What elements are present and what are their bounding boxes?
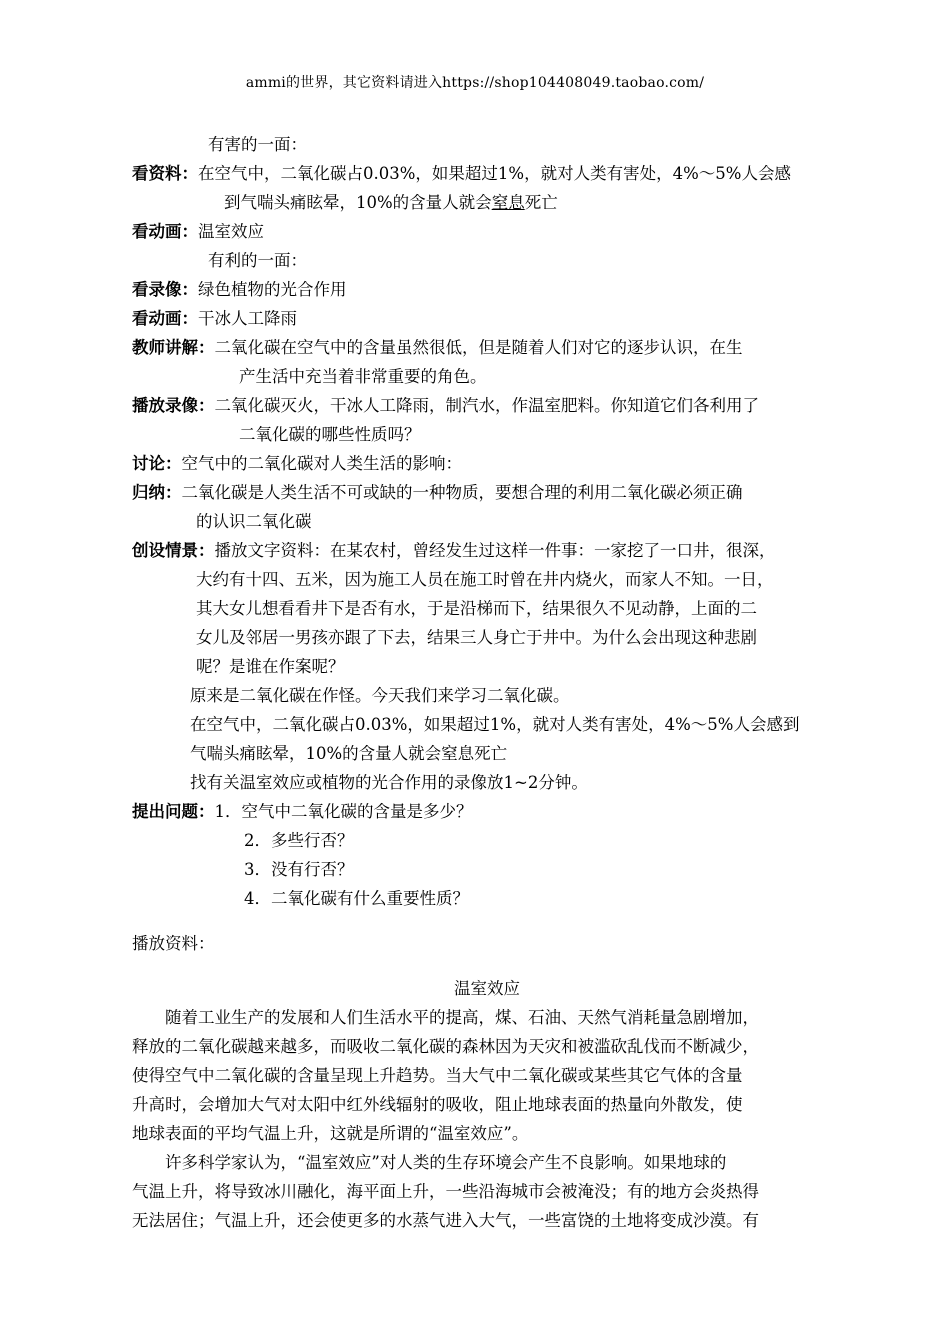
text-line bbox=[132, 449, 842, 478]
text-line: 二氧化碳的哪些性质吗？ bbox=[239, 425, 421, 444]
line-label: 看动画： bbox=[132, 309, 198, 328]
line-text: 温室效应 bbox=[198, 222, 264, 241]
paragraph-line: 无法居住；气温上升，还会使更多的水蒸气进入大气，一些富饶的土地将变成沙漠。有 bbox=[132, 1211, 759, 1230]
line-text: 二氧化碳灭火，干冰人工降雨，制汽水，作温室肥料。你知道它们各利用了 bbox=[214, 396, 759, 415]
paragraph-line: 释放的二氧化碳越来越多，而吸收二氧化碳的森林因为天灾和被滥砍乱伐而不断减少， bbox=[132, 1037, 759, 1056]
line-text: 在空气中，二氧化碳占0.03%，如果超过1%，就对人类有害处，4%～5%人会感 bbox=[198, 164, 791, 183]
line-text: 1．空气中二氧化碳的含量是多少？ bbox=[214, 802, 473, 821]
text-line: 的认识二氧化碳 bbox=[196, 512, 312, 531]
text-line: 女儿及邻居一男孩亦跟了下去，结果三人身亡于井中。为什么会出现这种悲剧 bbox=[196, 628, 757, 647]
line-text: 播放文字资料：在某农村，曾经发生过这样一件事：一家挖了一口井，很深， bbox=[214, 541, 776, 560]
text-line: 产生活中充当着非常重要的角色。 bbox=[239, 367, 487, 386]
line-text: 二氧化碳是人类生活不可或缺的一种物质，要想合理的利用二氧化碳必须正确 bbox=[181, 483, 743, 502]
line-text: 二氧化碳在空气中的含量虽然很低，但是随着人们对它的逐步认识，在生 bbox=[214, 338, 743, 357]
line-text: 空气中的二氧化碳对人类生活的影响： bbox=[181, 454, 462, 473]
line-label: 看录像： bbox=[132, 280, 198, 299]
text-line: 呢？是谁在作案呢？ bbox=[196, 657, 345, 676]
text-line bbox=[132, 275, 842, 304]
line-label: 讨论： bbox=[132, 454, 182, 473]
text-line bbox=[132, 478, 842, 507]
underlined-word: 窒息 bbox=[491, 193, 525, 212]
line-label: 看动画： bbox=[132, 222, 198, 241]
text-line bbox=[132, 159, 842, 188]
text-line bbox=[132, 304, 842, 333]
line-label: 看资料： bbox=[132, 164, 198, 183]
spacer bbox=[132, 913, 842, 929]
paragraph-line: 随着工业生产的发展和人们生活水平的提高，煤、石油、天然气消耗量急剧增加， bbox=[165, 1008, 759, 1027]
document-body bbox=[132, 130, 842, 1235]
text-line: 有害的一面： bbox=[208, 135, 307, 154]
text-line: 在空气中，二氧化碳占0.03%，如果超过1%，就对人类有害处，4%～5%人会感到 bbox=[190, 715, 800, 734]
text-line: 其大女儿想看看井下是否有水，于是沿梯而下，结果很久不见动静，上面的二 bbox=[196, 599, 757, 618]
text-line: 气喘头痛眩晕，10%的含量人就会窒息死亡 bbox=[190, 744, 508, 763]
text-line: 大约有十四、五米，因为施工人员在施工时曾在井内烧火，而家人不知。一日， bbox=[196, 570, 774, 589]
text-line: 找有关温室效应或植物的光合作用的录像放1~2分钟。 bbox=[190, 773, 588, 792]
list-item: 3．没有行否？ bbox=[244, 860, 354, 879]
line-text: 死亡 bbox=[524, 193, 558, 212]
line-label: 创设情景： bbox=[132, 541, 215, 560]
line-label: 归纳： bbox=[132, 483, 182, 502]
paragraph-line: 许多科学家认为，“温室效应”对人类的生存环境会产生不良影响。如果地球的 bbox=[165, 1153, 727, 1172]
line-label: 教师讲解： bbox=[132, 338, 215, 357]
line-label: 播放录像： bbox=[132, 396, 215, 415]
section-title: 温室效应 bbox=[454, 979, 520, 998]
text-line bbox=[132, 188, 842, 217]
page-header: ammi的世界，其它资料请进入https://shop104408049.taobao.com/ bbox=[245, 75, 705, 91]
spacer bbox=[132, 958, 842, 974]
text-line bbox=[132, 391, 842, 420]
line-text: 到气喘头痛眩晕，10%的含量人就会 bbox=[224, 193, 492, 212]
paragraph-line: 升高时，会增加大气对太阳中红外线辐射的吸收，阻止地球表面的热量向外散发，使 bbox=[132, 1095, 743, 1114]
list-item: 2．多些行否？ bbox=[244, 831, 354, 850]
text-line: 播放资料： bbox=[132, 934, 215, 953]
paragraph-line: 地球表面的平均气温上升，这就是所谓的“温室效应”。 bbox=[132, 1124, 529, 1143]
text-line bbox=[132, 797, 842, 826]
paragraph-line: 使得空气中二氧化碳的含量呈现上升趋势。当大气中二氧化碳或某些其它气体的含量 bbox=[132, 1066, 743, 1085]
line-text: 绿色植物的光合作用 bbox=[198, 280, 347, 299]
line-text: 干冰人工降雨 bbox=[198, 309, 297, 328]
line-label: 提出问题： bbox=[132, 802, 215, 821]
text-line bbox=[132, 333, 842, 362]
list-item: 4．二氧化碳有什么重要性质？ bbox=[244, 889, 469, 908]
text-line bbox=[132, 536, 842, 565]
text-line bbox=[132, 217, 842, 246]
text-line: 原来是二氧化碳在作怪。今天我们来学习二氧化碳。 bbox=[190, 686, 570, 705]
text-line: 有利的一面： bbox=[208, 251, 307, 270]
paragraph-line: 气温上升，将导致冰川融化，海平面上升，一些沿海城市会被淹没；有的地方会炎热得 bbox=[132, 1182, 759, 1201]
